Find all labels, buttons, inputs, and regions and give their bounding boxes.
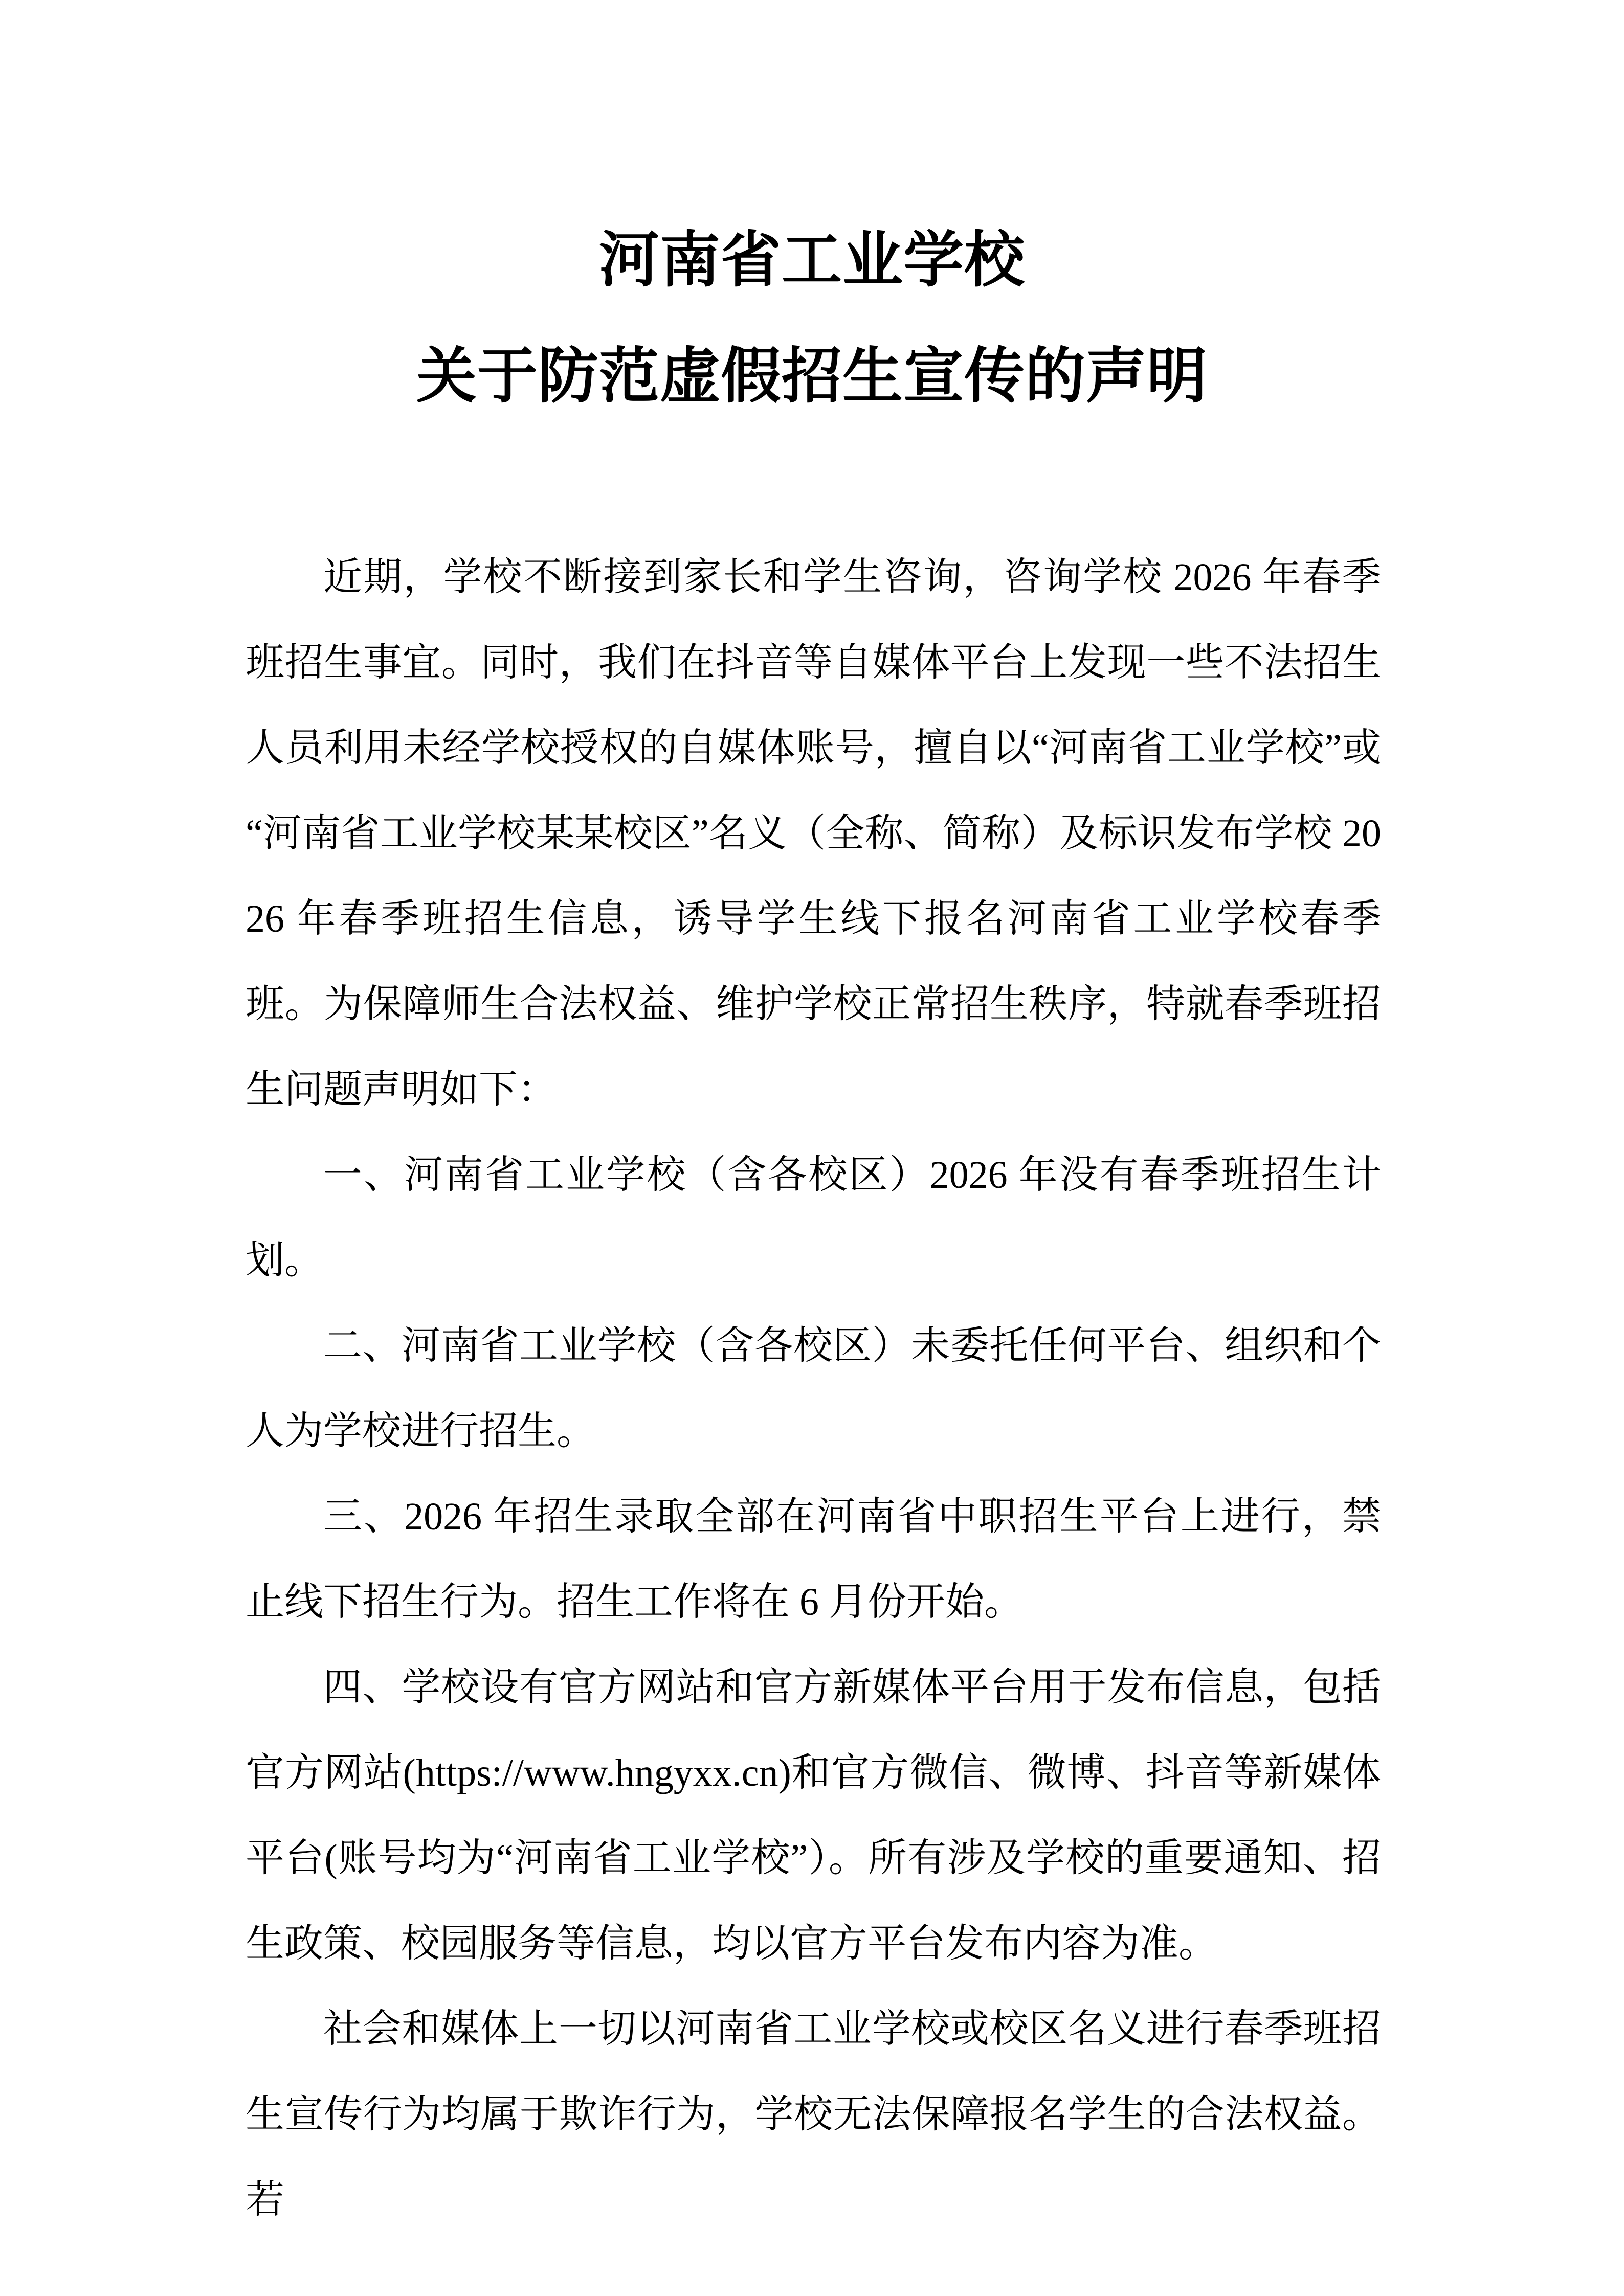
document-title-line2: 关于防范虚假招生宣传的声明 <box>416 343 1208 410</box>
document-title-line1: 河南省工业学校 <box>598 227 1025 294</box>
title-block <box>0 0 1624 408</box>
paragraph-item-1: 一、河南省工业学校（含各校区）2026 年没有春季班招生计划。 <box>246 1154 1381 1282</box>
paragraph-item-3: 三、2026 年招生录取全部在河南省中职招生平台上进行，禁止线下招生行为。招生工作将在 6 月份开始。 <box>246 1495 1381 1624</box>
paragraph-intro: 近期，学校不断接到家长和学生咨询，咨询学校 2026 年春季班招生事宜。同时，我们在抖音等自媒体平台上发现一些不法招生人员利用未经学校授权的自媒体账号，擅自以“河南省工业学校”或“河南省工业学校某某校区”名义（全称、简称）及标识发布学校 2026 年春季班招生信息，诱导学生线下报名河南省工业学校春季班。为保障师生合法权益、维护学校正常招生秩序，特就春季班招生问题声明如下： <box>246 556 1381 1111</box>
paragraph-warning: 社会和媒体上一切以河南省工业学校或校区名义进行春季班招生宣传行为均属于欺诈行为，学校无法保障报名学生的合法权益。若 <box>246 2008 1381 2221</box>
paragraph-item-2: 二、河南省工业学校（含各校区）未委托任何平台、组织和个人为学校进行招生。 <box>246 1324 1381 1453</box>
document-body <box>0 535 1624 2243</box>
paragraph-item-4: 四、学校设有官方网站和官方新媒体平台用于发布信息，包括官方网站(https://www.hngyxx.cn)和官方微信、微博、抖音等新媒体平台(账号均为“河南省工业学校”）。所有涉及学校的重要通知、招生政策、校园服务等信息，均以官方平台发布内容为准。 <box>246 1666 1381 1965</box>
